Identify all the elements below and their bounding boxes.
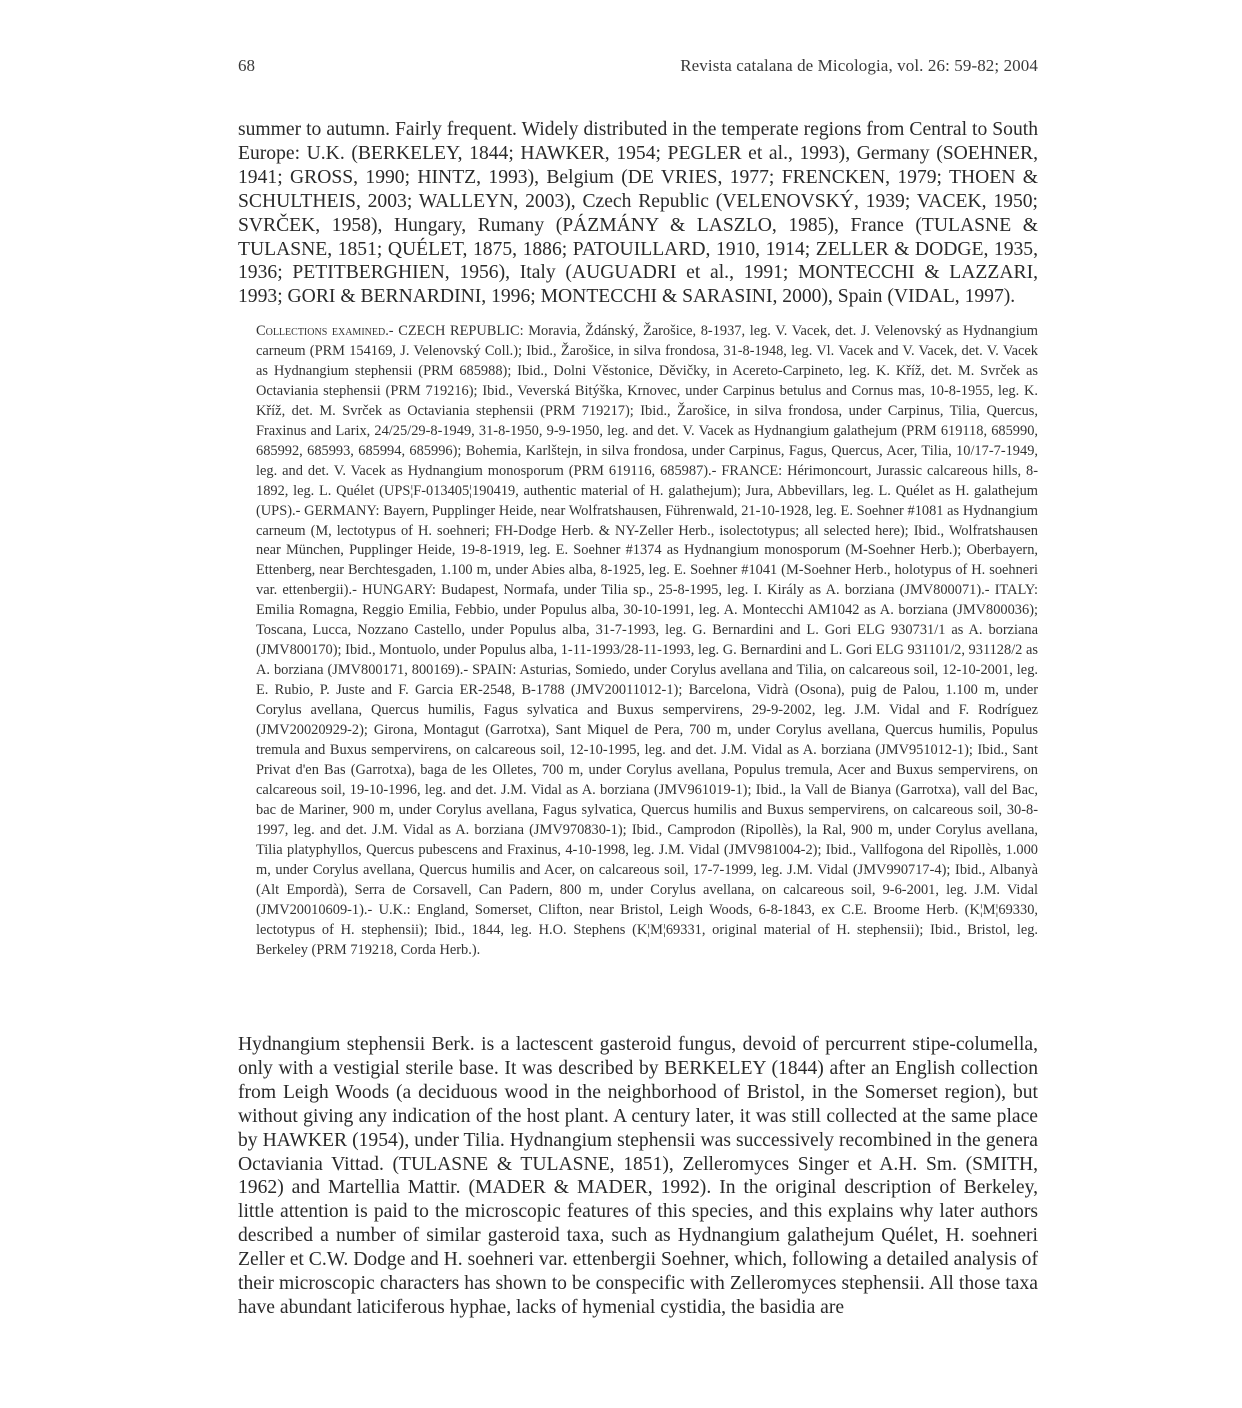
collections-heading: Collections examined.- [256, 323, 394, 339]
page-number: 68 [238, 56, 255, 75]
intro-paragraph: summer to autumn. Fairly frequent. Widely distributed in the temperate regions from Central to South Europe: U.K. (BERKELEY, 1844; HAWKER, 1954; PEGLER et al., 1993), Germany (SOEHNER, 1941; GROSS, 1990; HINTZ, 1993), Belgium (DE VRIES, 1977; FRENCKEN, 1979; THOEN & SCHULTHEIS, 2003; WALLEYN, 2003), Czech Republic (VELENOVSKÝ, 1939; VACEK, 1950; SVRČEK, 1958), Hungary, Rumany (PÁZMÁNY & LASZLO, 1985), France (TULASNE & TULASNE, 1851; QUÉLET, 1875, 1886; PATOUILLARD, 1910, 1914; ZELLER & DODGE, 1935, 1936; PETITBERGHIEN, 1956), Italy (AUGUADRI et al., 1991; MONTECCHI & LAZZARI, 1993; GORI & BERNARDINI, 1996; MONTECCHI & SARASINI, 2000), Spain (VIDAL, 1997). [238, 119, 1038, 308]
collections-paragraph [256, 322, 1038, 961]
discussion-paragraph: Hydnangium stephensii Berk. is a lactescent gasteroid fungus, devoid of percurrent stipe-columella, only with a vestigial sterile base. It was described by BERKELEY (1844) after an English collection from Leigh Woods (a deciduous wood in the neighborhood of Bristol, in the Somerset region), but without giving any indication of the host plant. A century later, it was still collected at the same place by HAWKER (1954), under Tilia. Hydnangium stephensii was successively recombined in the genera Octaviania Vittad. (TULASNE & TULASNE, 1851), Zelleromyces Singer et A.H. Sm. (SMITH, 1962) and Martellia Mattir. (MADER & MADER, 1992). In the original description of Berkeley, little attention is paid to the microscopic features of this species, and this explains why later authors described a number of similar gasteroid taxa, such as Hydnangium galathejum Quélet, H. soehneri Zeller et C.W. Dodge and H. soehneri var. ettenbergii Soehner, which, following a detailed analysis of their microscopic characters has shown to be conspecific with Zelleromyces stephensii. All those taxa have abundant laticiferous hyphae, lacks of hymenial cystidia, the basidia are [238, 1034, 1038, 1318]
intro-paragraph-block [238, 118, 1038, 309]
discussion-paragraph-block [238, 1033, 1038, 1320]
page-header [238, 56, 1038, 80]
collections-examined-block [256, 322, 1038, 961]
collections-text: CZECH REPUBLIC: Moravia, Ždánský, Žarošice, 8-1937, leg. V. Vacek, det. J. Velenovský as Hydnangium carneum (PRM 154169, J. Velenovský Coll.); Ibid., Žarošice, in silva frondosa, 31-8-1948, leg. Vl. Vacek and V. Vacek, det. V. Vacek as Hydnangium stephensii (PRM 685988); Ibid., Dolni Věstonice, Děvičky, in Acereto-Carpineto, leg. K. Kříž, det. M. Svrček as Octaviania stephensii (PRM 719216); Ibid., Veverská Bitýška, Krnovec, under Carpinus betulus and Cornus mas, 10-8-1955, leg. K. Kříž, det. M. Svrček as Octaviania stephensii (PRM 719217); Ibid., Žarošice, in silva frondosa, under Carpinus, Tilia, Quercus, Fraxinus and Larix, 24/25/29-8-1949, 31-8-1950, 9-9-1950, leg. and det. V. Vacek as Hydnangium galathejum (PRM 619118, 685990, 685992, 685993, 685994, 685996); Bohemia, Karlštejn, in silva frondosa, under Carpinus, Fagus, Quercus, Acer, Tilia, 10/17-7-1949, leg. and det. V. Vacek as Hydnangium monosporum (PRM 619116, 685987).- FRANCE: Hérimoncourt, Jurassic calcareous hills, 8-1892, leg. L. Quélet (UPS¦F-013405¦190419, authentic material of H. galathejum); Jura, Abbevillars, leg. L. Quélet as H. galathejum (UPS).- GERMANY: Bayern, Pupplinger Heide, near Wolfratshausen, Führenwald, 21-10-1928, leg. E. Soehner #1081 as Hydnangium carneum (M, lectotypus of H. soehneri; FH-Dodge Herb. & NY-Zeller Herb., isolectotypus; all selected here); Ibid., Wolfratshausen near München, Pupplinger Heide, 19-8-1919, leg. E. Soehner #1374 as Hydnangium monosporum (M-Soehner Herb.); Oberbayern, Ettenberg, near Berchtesgaden, 1.100 m, under Abies alba, 8-1925, leg. E. Soehner #1041 (M-Soehner Herb., holotypus of H. soehneri var. ettenbergii).- HUNGARY: Budapest, Normafa, under Tilia sp., 25-8-1995, leg. I. Király as A. borziana (JMV800071).- ITALY: Emilia Romagna, Reggio Emilia, Febbio, under Populus alba, 30-10-1991, leg. A. Montecchi AM1042 as A. borziana (JMV800036); Toscana, Lucca, Nozzano Castello, under Populus alba, 31-7-1993, leg. G. Bernardini and L. Gori ELG 930731/1 as A. borziana (JMV800170); Ibid., Montuolo, under Populus alba, 1-11-1993/28-11-1993, leg. G. Bernardini and L. Gori ELG 931101/2, 931128/2 as A. borziana (JMV800171, 800169).- SPAIN: Asturias, Somiedo, under Corylus avellana and Tilia, on calcareous soil, 12-10-2001, leg. E. Rubio, P. Juste and F. Garcia ER-2548, B-1788 (JMV20011012-1); Barcelona, Vidrà (Osona), puig de Palou, 1.100 m, under Corylus avellana, Quercus humilis, Fagus sylvatica and Buxus sempervirens, 29-9-2002, leg. J.M. Vidal and F. Rodríguez (JMV20020929-2); Girona, Montagut (Garrotxa), Sant Miquel de Pera, 700 m, under Corylus avellana, Quercus humilis, Populus tremula and Buxus sempervirens, on calcareous soil, 12-10-1995, leg. and det. J.M. Vidal as A. borziana (JMV951012-1); Ibid., Sant Privat d'en Bas (Garrotxa), baga de les Olletes, 700 m, under Corylus avellana, Populus tremula, Acer and Buxus sempervirens, on calcareous soil, 19-10-1996, leg. and det. J.M. Vidal as A. borziana (JMV961019-1); Ibid., la Vall de Bianya (Garrotxa), vall del Bac, bac de Mariner, 900 m, under Corylus avellana, Fagus sylvatica, Quercus humilis and Buxus sempervirens, on calcareous soil, 30-8-1997, leg. and det. J.M. Vidal as A. borziana (JMV970830-1); Ibid., Camprodon (Ripollès), la Ral, 900 m, under Corylus avellana, Tilia platyphyllos, Quercus pubescens and Fraxinus, 4-10-1998, leg. J.M. Vidal (JMV981004-2); Ibid., Vallfogona del Ripollès, 1.000 m, under Corylus avellana, Quercus humilis and Acer, on calcareous soil, 17-7-1999, leg. J.M. Vidal (JMV990717-4); Ibid., Albanyà (Alt Empordà), Serra de Corsavell, Can Padern, 800 m, under Corylus avellana, on calcareous soil, 9-6-2001, leg. J.M. Vidal (JMV20010609-1).- U.K.: England, Somerset, Clifton, near Bristol, Leigh Woods, 6-8-1843, ex C.E. Broome Herb. (K¦M¦69330, lectotypus of H. stephensii); Ibid., 1844, leg. H.O. Stephens (K¦M¦69331, original material of H. stephensii); Ibid., Bristol, leg. Berkeley (PRM 719218, Corda Herb.). [256, 323, 1038, 958]
running-head: Revista catalana de Micologia, vol. 26: 59-82; 2004 [680, 56, 1038, 75]
